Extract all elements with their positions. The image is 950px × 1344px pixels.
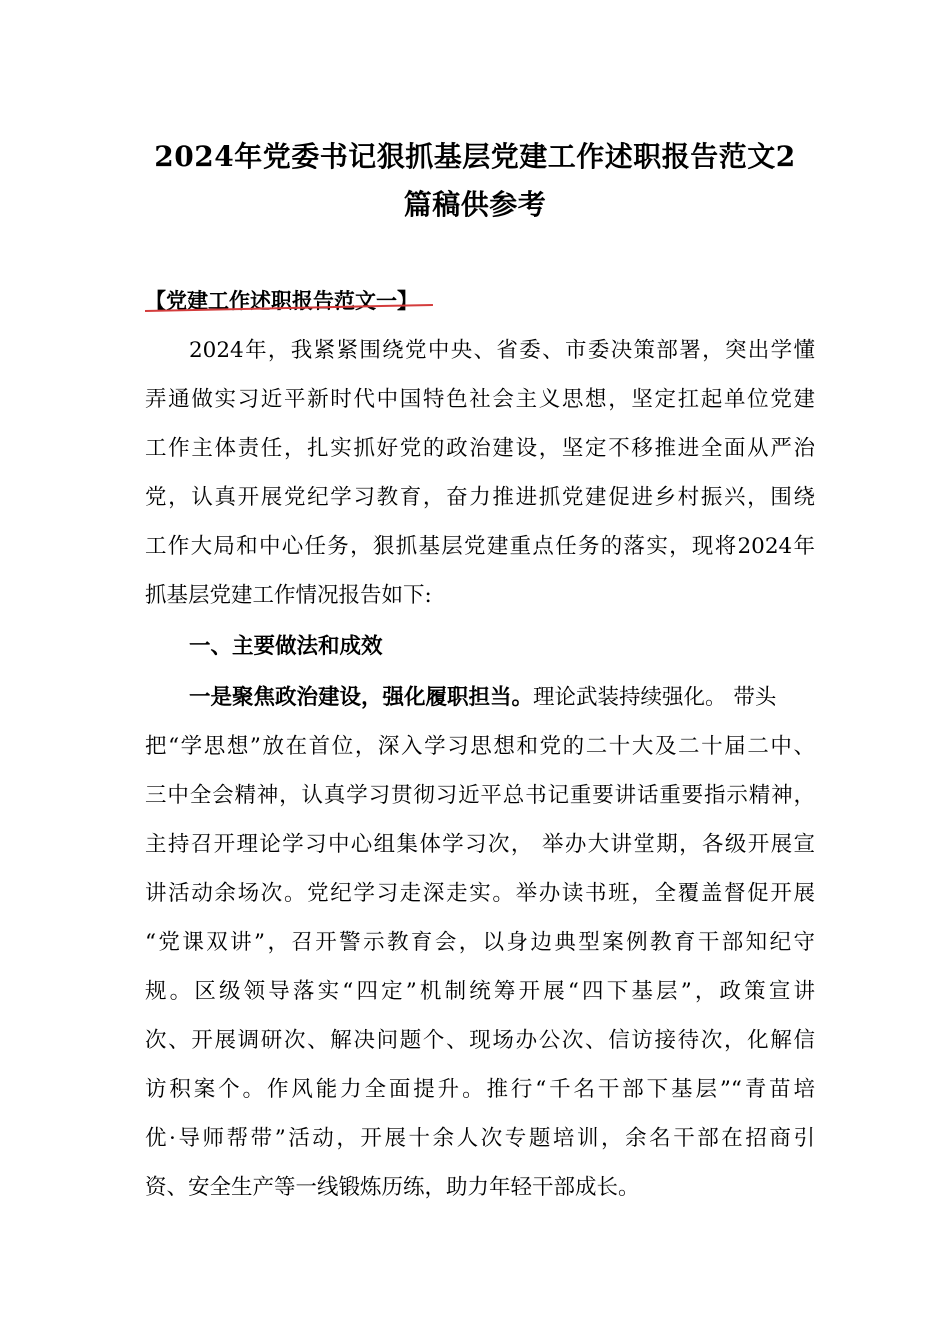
- paragraph-2-line-9: 访积案个。作风能力全面提升。推行“千名干部下基层”“青苗培: [145, 1077, 815, 1102]
- paragraph-2-lead-rest: 理论武装持续强化。 带头: [533, 685, 777, 710]
- paragraph-2-line-5: 讲活动余场次。党纪学习走深走实。举办读书班，全覆盖督促开展: [145, 881, 815, 906]
- paragraph-1-line-5: 工作大局和中心任务，狠抓基层党建重点任务的落实，现将2024年: [145, 534, 815, 559]
- paragraph-2-line-4: 主持召开理论学习中心组集体学习次， 举办大讲堂期，各级开展宣: [145, 832, 815, 857]
- paragraph-2-line-7: 规。区级领导落实“四定”机制统筹开展“四下基层”，政策宣讲: [145, 979, 815, 1004]
- document-title-line-2: 篇稿供参考: [403, 188, 547, 221]
- section-label: 【党建工作述职报告范文一】: [145, 288, 418, 313]
- paragraph-1-line-2: 弄通做实习近平新时代中国特色社会主义思想，坚定扛起单位党建: [145, 387, 815, 412]
- paragraph-2-line-8: 次、开展调研次、解决问题个、现场办公次、信访接待次，化解信: [145, 1028, 815, 1053]
- paragraph-2-line-6: “党课双讲”，召开警示教育会，以身边典型案例教育干部知纪守: [145, 930, 815, 955]
- paragraph-2-line-1: [189, 683, 815, 713]
- paragraph-2-bold-lead: 一是聚焦政治建设，强化履职担当。: [189, 685, 534, 710]
- paragraph-2-line-2: 把“学思想”放在首位，深入学习思想和党的二十大及二十届二中、: [145, 734, 815, 759]
- paragraph-2-line-11: 资、安全生产等一线锻炼历练，助力年轻干部成长。: [145, 1175, 640, 1200]
- paragraph-1-line-6: 抓基层党建工作情况报告如下:: [145, 583, 432, 608]
- heading-main-practices: 一、主要做法和成效: [189, 634, 383, 659]
- paragraph-1-line-1: 2024年，我紧紧围绕党中央、省委、市委决策部署，突出学懂: [189, 338, 815, 363]
- document-title-line-1: 2024年党委书记狠抓基层党建工作述职报告范文2: [154, 140, 796, 173]
- paragraph-2-line-3: 三中全会精神，认真学习贯彻习近平总书记重要讲话重要指示精神，: [145, 783, 815, 808]
- paragraph-1-line-4: 党，认真开展党纪学习教育，奋力推进抓党建促进乡村振兴，围绕: [145, 485, 815, 510]
- paragraph-2-line-10: 优·导师帮带”活动，开展十余人次专题培训，余名干部在招商引: [145, 1126, 815, 1151]
- paragraph-1-line-3: 工作主体责任，扎实抓好党的政治建设，坚定不移推进全面从严治: [145, 436, 815, 461]
